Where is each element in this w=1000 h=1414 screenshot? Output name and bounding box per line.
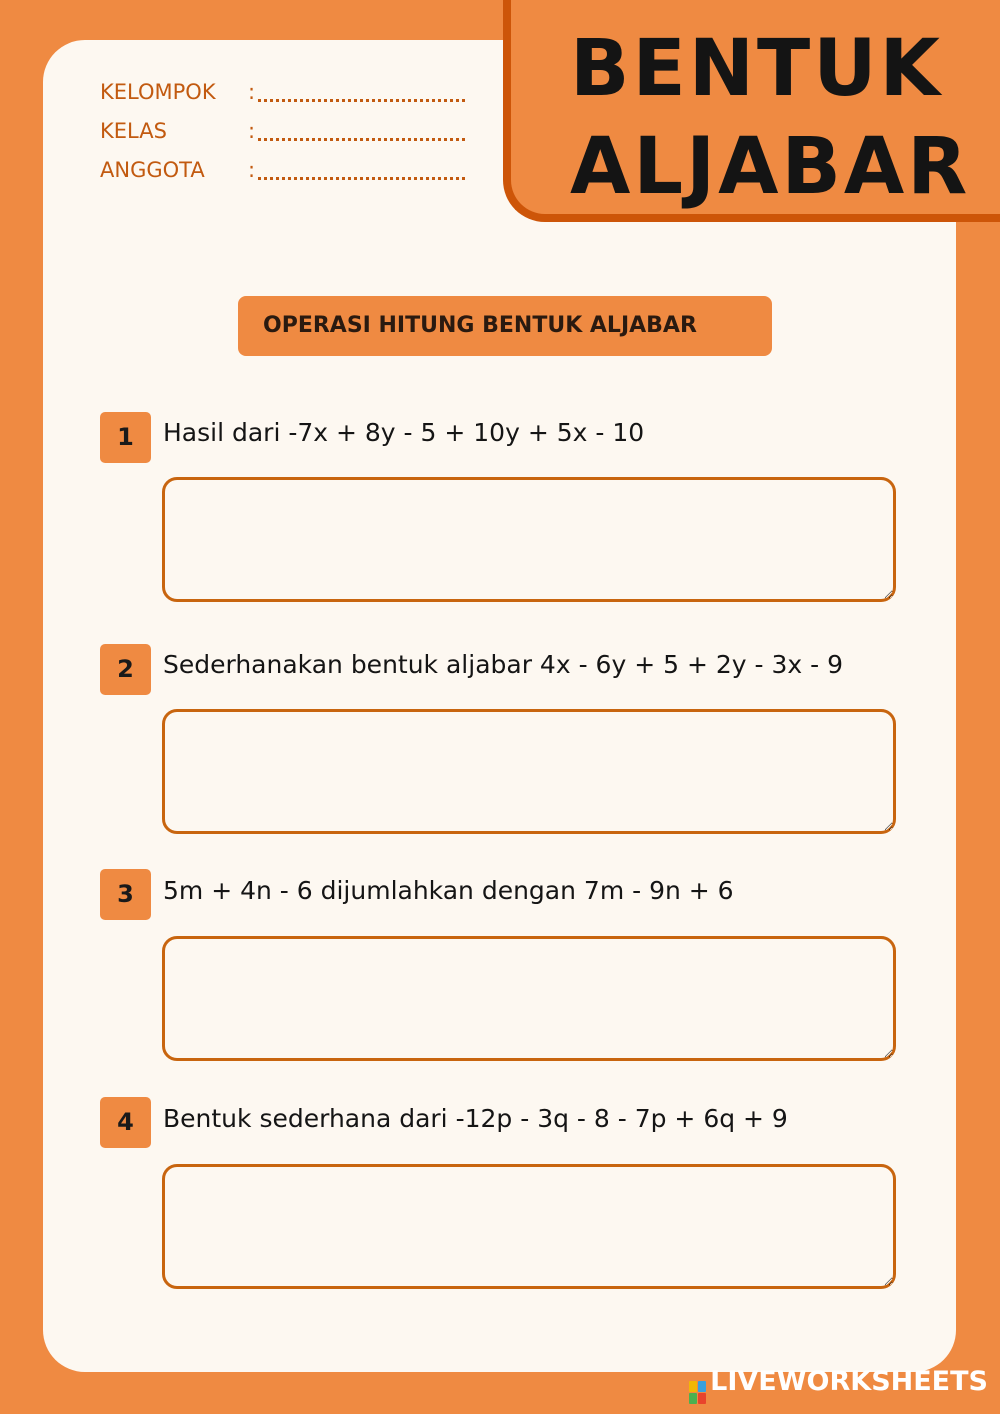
liveworksheets-logo-icon	[689, 1381, 706, 1404]
question-number-4: 4	[100, 1097, 151, 1148]
field-colon: :	[248, 80, 256, 104]
field-colon: :	[248, 158, 256, 182]
logo-square-i	[698, 1381, 706, 1392]
answer-box-4[interactable]	[162, 1164, 896, 1289]
field-kelompok	[100, 80, 465, 104]
field-colon: :	[248, 119, 256, 143]
kelompok-input-line[interactable]	[258, 85, 465, 102]
answer-box-1[interactable]	[162, 477, 896, 602]
question-text-3: 5m + 4n - 6 dijumlahkan dengan 7m - 9n + 6	[163, 876, 734, 905]
field-label-kelas: KELAS	[100, 119, 167, 143]
question-text-1: Hasil dari -7x + 8y - 5 + 10y + 5x - 10	[163, 418, 645, 447]
logo-square-e	[698, 1393, 706, 1404]
kelas-input-line[interactable]	[258, 124, 465, 141]
liveworksheets-brand	[689, 1366, 988, 1404]
section-banner: OPERASI HITUNG BENTUK ALJABAR	[238, 296, 772, 356]
answer-box-3[interactable]	[162, 936, 896, 1061]
logo-square-l	[689, 1381, 697, 1392]
answer-box-2[interactable]	[162, 709, 896, 834]
title-line-2: ALJABAR	[570, 122, 971, 212]
question-text-4: Bentuk sederhana dari -12p - 3q - 8 - 7p + 6q + 9	[163, 1104, 788, 1133]
title-line-1: BENTUK	[570, 24, 943, 114]
logo-square-v	[689, 1393, 697, 1404]
question-number-2: 2	[100, 644, 151, 695]
question-number-1: 1	[100, 412, 151, 463]
field-anggota	[100, 158, 465, 182]
question-text-2: Sederhanakan bentuk aljabar 4x - 6y + 5 + 2y - 3x - 9	[163, 650, 843, 679]
field-label-kelompok: KELOMPOK	[100, 80, 216, 104]
field-label-anggota: ANGGOTA	[100, 158, 205, 182]
brand-text: LIVEWORKSHEETS	[710, 1366, 988, 1397]
question-number-3: 3	[100, 869, 151, 920]
field-kelas	[100, 119, 465, 143]
anggota-input-line[interactable]	[258, 163, 465, 180]
